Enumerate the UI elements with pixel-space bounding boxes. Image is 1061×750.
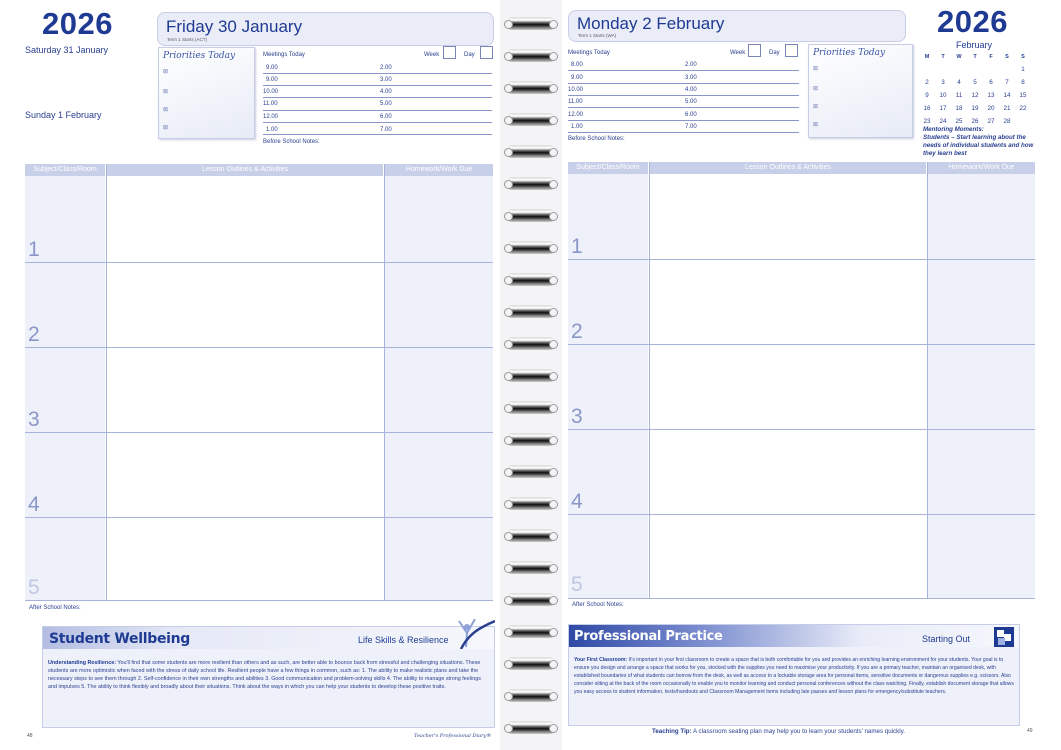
row-number: 3 [28,408,40,431]
calendar-day: 6 [989,79,993,86]
row-number: 4 [571,490,583,513]
calendar-day: 4 [957,79,961,86]
right-page [562,0,1061,750]
teaching-tip-text: A classroom seating plan may help you to learn your students' names quickly. [693,728,905,735]
divider [25,432,493,433]
binding-ring [506,177,556,190]
calendar-day: 13 [987,92,995,99]
binding-ring [506,401,556,414]
calendar-day: 23 [923,118,931,125]
row-number: 5 [571,573,583,596]
calendar-day: 22 [1019,105,1027,112]
day-box[interactable] [480,46,493,59]
checkbox-icon[interactable]: ⊠ [163,125,169,131]
divider [568,83,799,84]
divider [263,134,492,135]
binding-ring [506,433,556,446]
mentoring-text: Students – Start learning about the needs of individual students and how they learn best [923,134,1034,157]
binding-ring [506,593,556,606]
divider [568,132,799,133]
binding-ring [506,561,556,574]
binding-ring [506,529,556,542]
calendar-day: 27 [987,118,995,125]
date-subtitle: Term 1 Starts (ACT) [167,37,208,42]
header-homework: Homework/Work Due [385,164,493,176]
date-title: Friday 30 January [166,17,303,36]
divider [106,164,107,600]
row-number: 4 [28,493,40,516]
meeting-time: 9.00 [571,75,583,81]
divider [568,107,799,108]
feature-subtitle: Starting Out [922,634,971,644]
date-banner [157,12,494,46]
meeting-time: 11.00 [263,101,278,107]
date-title: Monday 2 February [577,14,725,33]
day-label: Day [464,52,475,58]
left-page [0,0,500,750]
feature-title: Student Wellbeing [49,631,191,647]
divider [25,262,493,263]
calendar-day: 8 [1021,79,1025,86]
divider [25,347,493,348]
feature-title: Professional Practice [574,629,723,644]
week-label: Week [424,52,440,58]
divider [568,514,1035,515]
binding-ring [506,241,556,254]
student-wellbeing-box [42,626,495,728]
calendar-day: 19 [971,105,979,112]
checkbox-icon[interactable]: ⊠ [163,107,169,113]
meeting-time: 4.00 [685,87,697,93]
calendar-day: 17 [939,105,947,112]
binding-ring [506,113,556,126]
binding-ring [506,369,556,382]
header-subject: Subject/Class/Room [568,162,648,174]
divider [568,344,1035,345]
binding-ring [506,273,556,286]
weekday-label: T [941,54,945,60]
calendar-day: 24 [939,118,947,125]
calendar-day: 16 [923,105,931,112]
calendar-day: 11 [955,92,963,99]
divider [568,70,799,71]
binding-ring [506,49,556,62]
feature-text: It's important in your first classroom to create a space that is both comfortable for you and provides an enriching learning environment for your students. Your goal is to ensure you design and arrange a space that works for you, stocked with the supplies you need to maximise your productivity. If you are a primary teacher, maintain an organised desk, with established boundaries of what students can borrow from the desk, as well as access to a lockable storage area for personal items, sensitive documents or dangerous supplies e.g. scissors. Also consider sitting at the back of the room occasionally to enable you to monitor learning and conduct personal conferences without the class watching. Finally, establish document storage that allows you easy access to student information, tests/handouts and Classroom Management items including late passes and lesson plans for emergency/substitute teachers. [574,657,1014,695]
spiral-binding [500,0,562,750]
mentoring-title: Mentoring Moments: [923,126,984,133]
after-notes-label: After School Notes: [29,605,81,611]
sunday-date: Sunday 1 February [25,110,102,120]
meeting-time: 8.00 [571,62,583,68]
day-box[interactable] [785,44,798,57]
weekday-label: S [1021,54,1025,60]
calendar-day: 5 [973,79,977,86]
priorities-panel [158,47,255,139]
page-number: 49 [1027,728,1033,734]
calendar-day: 28 [1003,118,1011,125]
calendar-day: 15 [1019,92,1027,99]
date-banner [568,10,906,42]
year-heading: 2026 [42,6,113,41]
after-notes-label: After School Notes: [572,602,624,608]
checkbox-icon[interactable]: ⊠ [813,86,819,92]
page-number: 48 [27,733,33,739]
weekday-label: S [1005,54,1009,60]
calendar-day: 21 [1003,105,1011,112]
binding-ring [506,465,556,478]
meeting-time: 2.00 [380,65,392,71]
calendar-day: 12 [971,92,979,99]
before-notes-label: Before School Notes: [263,139,320,145]
meeting-time: 6.00 [685,112,697,118]
row-number: 2 [28,323,40,346]
divider [263,85,492,86]
weekday-label: W [956,54,962,60]
divider [25,517,493,518]
row-number: 1 [28,238,40,261]
day-label: Day [769,50,780,56]
binding-ring [506,81,556,94]
homework-column [385,176,493,600]
weekday-label: T [973,54,977,60]
divider [25,600,493,601]
binding-ring [506,17,556,30]
calendar-day: 3 [941,79,945,86]
meeting-time: 1.00 [266,127,278,133]
meeting-time: 4.00 [380,89,392,95]
calendar-day: 14 [1003,92,1011,99]
calendar-day: 1 [1021,66,1025,73]
binding-ring [506,497,556,510]
abc-blocks-icon [993,626,1015,648]
binding-ring [506,305,556,318]
calendar-day: 18 [955,105,963,112]
binding-ring [506,721,556,734]
checkbox-icon[interactable]: ⊠ [813,104,819,110]
feature-body [48,659,488,691]
meeting-time: 10.00 [568,87,584,93]
header-lesson: Lesson Outlines & Activities [107,164,383,176]
divider [384,164,385,600]
header-subject: Subject/Class/Room [25,164,105,176]
feature-text: You'll find that some students are more resilient than others and as such, are better able to bounce back from stressful and challenging situations. These students are more optimistic when faced with the stress of daily school life. Resilient people have a few things in common, such as: 1. The ability to make realistic plans and take the necessary steps to see them through 2. Self-confidence in their own strengths and abilities 3. Good communication and problem-solving skills 4. The ability to manage strong feelings and impulses 5. The ability to think flexibly and broadly about their situations. Think about the ways in which you can help your students to develop these positive traits. [48,660,481,691]
row-number: 3 [571,405,583,428]
mentoring-moments [923,126,1041,158]
calendar-day: 9 [925,92,929,99]
meeting-time: 12.00 [263,114,279,120]
divider [263,122,492,123]
calendar-day: 10 [939,92,947,99]
divider [568,120,799,121]
divider [263,110,492,111]
before-notes-label: Before School Notes: [568,136,625,142]
feature-subtitle: Life Skills & Resilience [358,635,449,645]
feature-body [574,657,1014,697]
year-heading: 2026 [937,4,1008,39]
week-box[interactable] [748,44,761,57]
feature-lead: Understanding Resilience: [48,660,116,666]
teaching-tip [652,728,905,735]
homework-column [928,174,1035,598]
row-number: 2 [571,320,583,343]
meeting-time: 11.00 [568,99,583,105]
divider [568,429,1035,430]
feature-lead: Your First Classroom: [574,657,628,663]
mini-calendar [920,40,1032,130]
divider [568,259,1035,260]
meeting-time: 12.00 [568,112,584,118]
meeting-time: 5.00 [380,101,392,107]
divider [927,162,928,598]
meeting-time: 5.00 [685,99,697,105]
calendar-day: 20 [987,105,995,112]
checkbox-icon[interactable]: ⊠ [163,69,169,75]
header-homework: Homework/Work Due [928,162,1035,174]
binding-ring [506,689,556,702]
calendar-day: 26 [971,118,979,125]
divider [568,95,799,96]
checkbox-icon[interactable]: ⊠ [813,66,819,72]
footer-brand: Teacher's Professional Diary® [414,733,492,739]
week-label: Week [730,50,746,56]
checkbox-icon[interactable]: ⊠ [813,122,819,128]
priorities-title: Priorities Today [163,51,236,61]
arms-raised-figure-icon [455,619,495,649]
binding-ring [506,625,556,638]
priorities-title: Priorities Today [813,48,886,58]
calendar-day: 2 [925,79,929,86]
priorities-panel [808,44,913,138]
row-number: 1 [571,235,583,258]
meeting-time: 9.00 [266,65,278,71]
meeting-time: 9.00 [266,77,278,83]
meeting-time: 2.00 [685,62,697,68]
saturday-date: Saturday 31 January [25,45,109,55]
date-subtitle: Term 1 Starts (WA) [578,33,617,38]
meeting-time: 1.00 [571,124,583,130]
weekday-label: F [989,54,993,60]
binding-ring [506,337,556,350]
row-number: 5 [28,576,40,599]
weekday-label: M [924,54,930,60]
calendar-month: February [956,40,993,50]
binding-ring [506,657,556,670]
meeting-time: 3.00 [380,77,392,83]
divider [568,598,1035,599]
teaching-tip-lead: Teaching Tip: [652,728,692,735]
divider [263,97,492,98]
divider [649,162,650,598]
calendar-day: 7 [1005,79,1009,86]
binding-ring [506,145,556,158]
meetings-label: Meetings Today [568,50,610,56]
meetings-label: Meetings Today [263,52,305,58]
meeting-time: 3.00 [685,75,697,81]
checkbox-icon[interactable]: ⊠ [163,89,169,95]
meeting-time: 7.00 [685,124,697,130]
meeting-time: 7.00 [380,127,392,133]
divider [263,73,492,74]
header-lesson: Lesson Outlines & Activities [650,162,926,174]
calendar-day: 25 [955,118,963,125]
binding-ring [506,209,556,222]
week-box[interactable] [443,46,456,59]
professional-practice-box [568,624,1020,726]
meeting-time: 10.00 [263,89,279,95]
meeting-time: 6.00 [380,114,392,120]
